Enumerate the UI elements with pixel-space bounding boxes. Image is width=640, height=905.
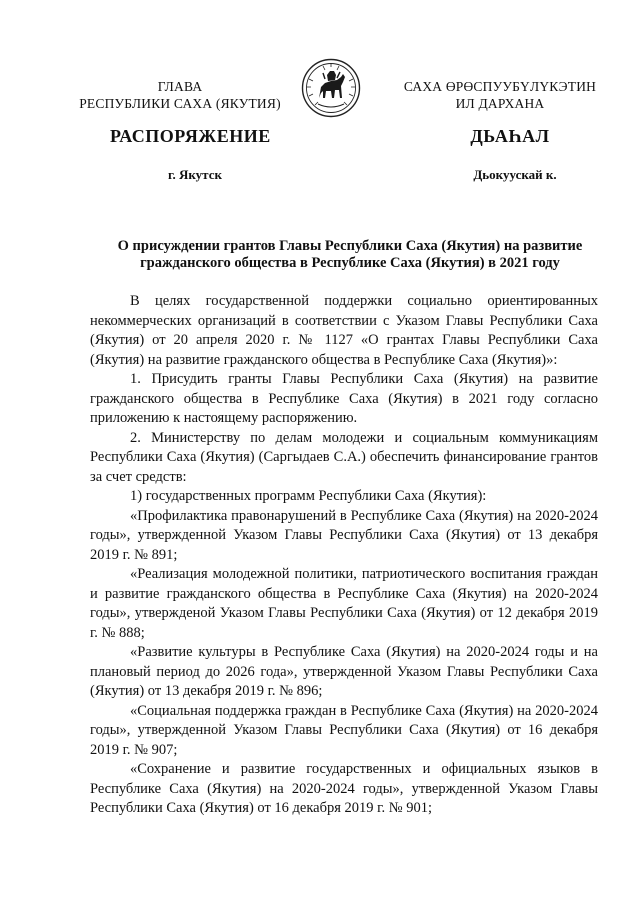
city-ru: г. Якутск xyxy=(168,167,222,182)
issuer-sah xyxy=(380,78,620,112)
paragraph-program-4: «Социальная поддержка граждан в Республике Саха (Якутия) на 2020-2024 годы», утвержденной Указом Главы Республики Саха (Якутия) от 16 декабря 2019 г. № 907; xyxy=(90,702,598,758)
paragraph-subitem-1: 1) государственных программ Республики Саха (Якутия): xyxy=(130,488,487,504)
paragraph-program-2: «Реализация молодежной политики, патриотического воспитания граждан и развитие гражданского общества в Республике Саха (Якутия) на 2020-2024 годы», утвержденой Указом Главы Республики Саха (Якутия) от 12 декабря 2019 г. № 888; xyxy=(90,566,598,641)
sakha-coat-of-arms-icon xyxy=(301,57,361,119)
document-title xyxy=(90,238,610,272)
document-title-line1: О присуждении грантов Главы Республики Саха (Якутия) на развитие xyxy=(117,238,583,254)
issuer-sah-line1: САХА ӨРӨСПУУБҮЛҮКЭТИН xyxy=(403,79,597,94)
issuer-ru-line2: РЕСПУБЛИКИ САХА (ЯКУТИЯ) xyxy=(79,96,281,111)
issuer-ru-line1: ГЛАВА xyxy=(157,79,203,94)
paragraph-preamble: В целях государственной поддержки социально ориентированных некоммерческих организаций в соответствии с Указом Главы Республики Саха (Якутия) от 20 апреля 2020 г. № 1127 «О грантах Главы Республики Саха (Якутия) на развитие гражданского общества в Республике Саха (Якутия)»: xyxy=(90,293,598,368)
paragraph-program-1: «Профилактика правонарушений в Республике Саха (Якутия) на 2020-2024 годы», утвержденной Указом Главы Республики Саха (Якутия) от 13 декабря 2019 г. № 891; xyxy=(90,507,598,563)
paragraph-item-1: 1. Присудить гранты Главы Республики Саха (Якутия) на развитие гражданского общества в Республике Саха (Якутия) в 2021 году согласно приложению к настоящему распоряжению. xyxy=(90,371,598,426)
paragraph-item-2: 2. Министерству по делам молодежи и социальным коммуникациям Республики Саха (Якутия) (Саргыдаев С.А.) обеспечить финансирование грантов за счет средств: xyxy=(90,429,598,485)
issuer-sah-line2: ИЛ ДАРХАНА xyxy=(455,96,545,111)
paragraph-program-3: «Развитие культуры в Республике Саха (Якутия) на 2020-2024 годы и на плановый период до 2026 года», утвержденной Указом Главы Республики Саха (Якутия) от 13 декабря 2019 г. № 896; xyxy=(90,644,598,699)
doc-type-sah: ДЬАҺАЛ xyxy=(470,126,550,146)
doc-type-ru: РАСПОРЯЖЕНИЕ xyxy=(110,126,271,146)
document-body xyxy=(90,292,598,819)
paragraph-program-5: «Сохранение и развитие государственных и официальных языков в Республике Саха (Якутия) на 2020-2024 годы», утвержденной Указом Главы Республики Саха (Якутия) от 16 декабря 2019 г. № 901; xyxy=(90,761,598,816)
issuer-ru xyxy=(60,78,300,112)
document-title-line2: гражданского общества в Республике Саха (Якутия) в 2021 году xyxy=(140,255,560,271)
city-sah: Дьокуускай к. xyxy=(473,167,557,182)
